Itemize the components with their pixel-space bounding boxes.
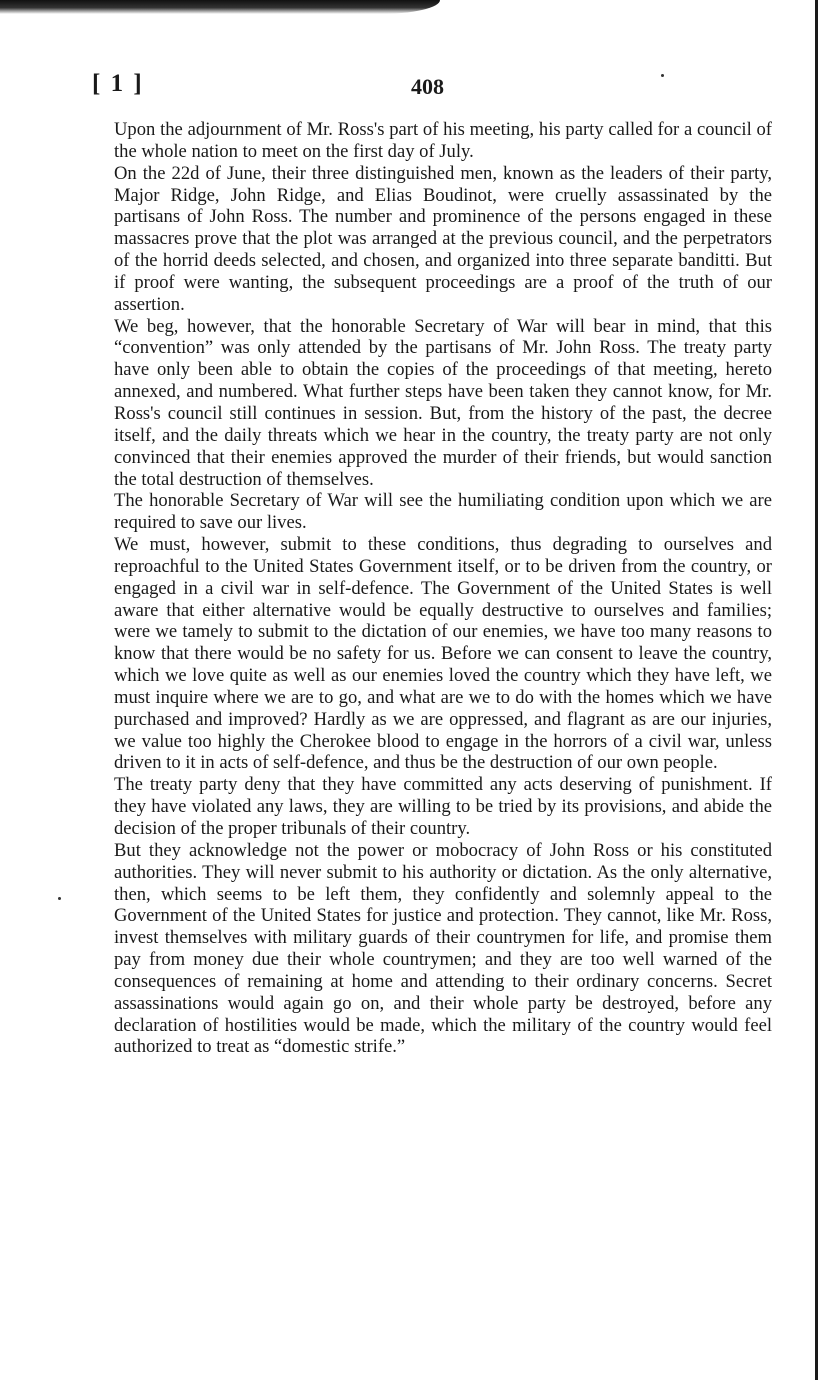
paragraph: The honorable Secretary of War will see the humiliating condition upon which we are required to save our lives. (114, 490, 772, 534)
speck-mark (661, 74, 664, 77)
body-text (114, 119, 772, 1058)
page-number: 408 (411, 74, 444, 99)
folio-mark: [ 1 ] (92, 70, 144, 97)
paragraph: On the 22d of June, their three distinguished men, known as the leaders of their party, Major Ridge, John Ridge, and Elias Boudinot, were cruelly assassinated by the partisans of John Ross. The number and prominence of the persons engaged in these massacres prove that the plot was arranged at the previous council, and the perpetrators of the horrid deeds selected, and chosen, and organized into three separate banditti. But if proof were wanting, the subsequent proceedings are a proof of the truth of our assertion. (114, 162, 772, 315)
paragraph: We must, however, submit to these conditions, thus degrading to ourselves and reproachful to the United States Government itself, or to be driven from the country, or engaged in a civil war in self-defence. The Government of the United States is well aware that either alternative would be equally destructive to ourselves and families; were we tamely to submit to the dictation of our enemies, we have too many reasons to know that there would be no safety for us. Before we can consent to leave the country, which we love quite as well as our enemies loved the country which they have left, we must inquire where we are to go, and what are we to do with the homes which we have purchased and improved? Hardly as we are oppressed, and flagrant as are our injuries, we value too highly the Cherokee blood to engage in the horrors of a civil war, unless driven to it in acts of self-defence, and thus be the destruction of our own people. (114, 534, 772, 774)
paragraph: But they acknowledge not the power or mobocracy of John Ross or his constituted authorities. They will never submit to his authority or dictation. As the only alternative, then, which seems to be left them, they confidently and solemnly appeal to the Government of the United States for justice and protection. They cannot, like Mr. Ross, invest themselves with military guards of their countrymen for life, and promise them pay from money due their whole countrymen; and they are too well warned of the consequences of remaining at home and attending to their ordinary concerns. Secret assassinations would again go on, and their whole party be destroyed, before any declaration of hostilities would be made, which the military of the country would feel authorized to treat as “domestic strife.” (114, 839, 772, 1058)
scan-smudge (0, 0, 440, 14)
speck-mark (58, 897, 61, 900)
paragraph: Upon the adjournment of Mr. Ross's part of his meeting, his party called for a council of the whole nation to meet on the first day of July. (114, 119, 772, 162)
paragraph: We beg, however, that the honorable Secretary of War will bear in mind, that this “convention” was only attended by the partisans of Mr. John Ross. The treaty party have only been able to obtain the copies of the proceedings of that meeting, hereto annexed, and numbered. What further steps have been taken they cannot know, for Mr. Ross's council still continues in session. But, from the history of the past, the decree itself, and the daily threats which we hear in the country, the treaty party are not only convinced that their enemies approved the murder of their friends, but would sanction the total destruction of themselves. (114, 315, 772, 490)
paragraph: The treaty party deny that they have committed any acts deserving of punishment. If they have violated any laws, they are willing to be tried by its provisions, and abide the decision of the proper tribunals of their country. (114, 774, 772, 839)
